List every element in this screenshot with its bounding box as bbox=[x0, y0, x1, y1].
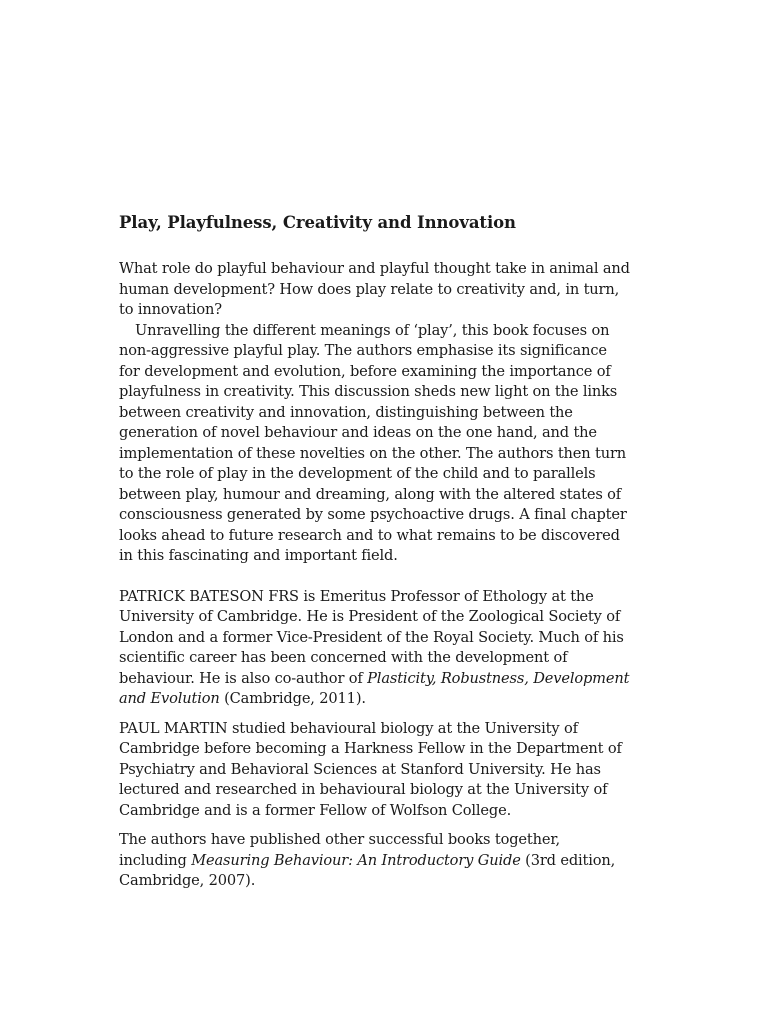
other-books-book-title: Measuring Behaviour: An Introductory Guide bbox=[191, 851, 521, 869]
author-bio-martin: PAUL MARTIN studied behavioural biology at the University of Cambridge before becoming a Harkness Fellow in the Department of Psychiatry and Behavioral Sciences at Stanford University. He has lectured and researched in behavioural biology at the University of Cambridge and is a former Fellow of Wolfson College. bbox=[119, 719, 622, 819]
author-bio-bateson bbox=[119, 587, 631, 710]
bio-bateson-text: PATRICK BATESON FRS is Emeritus Professor of Ethology at the University of Cambridge. He is President of the Zoological Society of London and a former Vice-President of the Royal Society. Much of his scientific career has been concerned with the development of behaviour. He is also co-author of bbox=[119, 587, 624, 687]
bio-bateson-book-title: Plasticity, Robustness, Development and Evolution bbox=[119, 669, 630, 707]
other-books-text: The authors have published other successful books together, including bbox=[119, 831, 561, 869]
blurb-paragraph-2: Unravelling the different meanings of ‘play’, this book focuses on non-aggressive playful play. The authors emphasise its significance for development and evolution, before examining the importance of playfulness in creativity. This discussion sheds new light on the links between creativity and innovation, distinguishing between the generation of novel behaviour and ideas on the one hand, and the implementation of these novelties on the other. The authors then turn to the role of play in the development of the child and to parallels between play, humour and dreaming, along with the altered states of consciousness generated by some psychoactive drugs. A final chapter looks ahead to future research and to what remains to be discovered in this fascinating and important field. bbox=[119, 321, 627, 564]
other-books-suffix: (3rd edition, Cambridge, 2007). bbox=[119, 851, 616, 889]
blurb-paragraph-1: What role do playful behaviour and playful thought take in animal and human development? How does play relate to creativity and, in turn, to innovation? bbox=[119, 260, 630, 318]
other-books-note bbox=[119, 830, 631, 892]
book-front-matter bbox=[119, 211, 631, 892]
book-title: Play, Playfulness, Creativity and Innovation bbox=[119, 213, 516, 232]
bio-bateson-suffix: (Cambridge, 2011). bbox=[219, 690, 366, 707]
